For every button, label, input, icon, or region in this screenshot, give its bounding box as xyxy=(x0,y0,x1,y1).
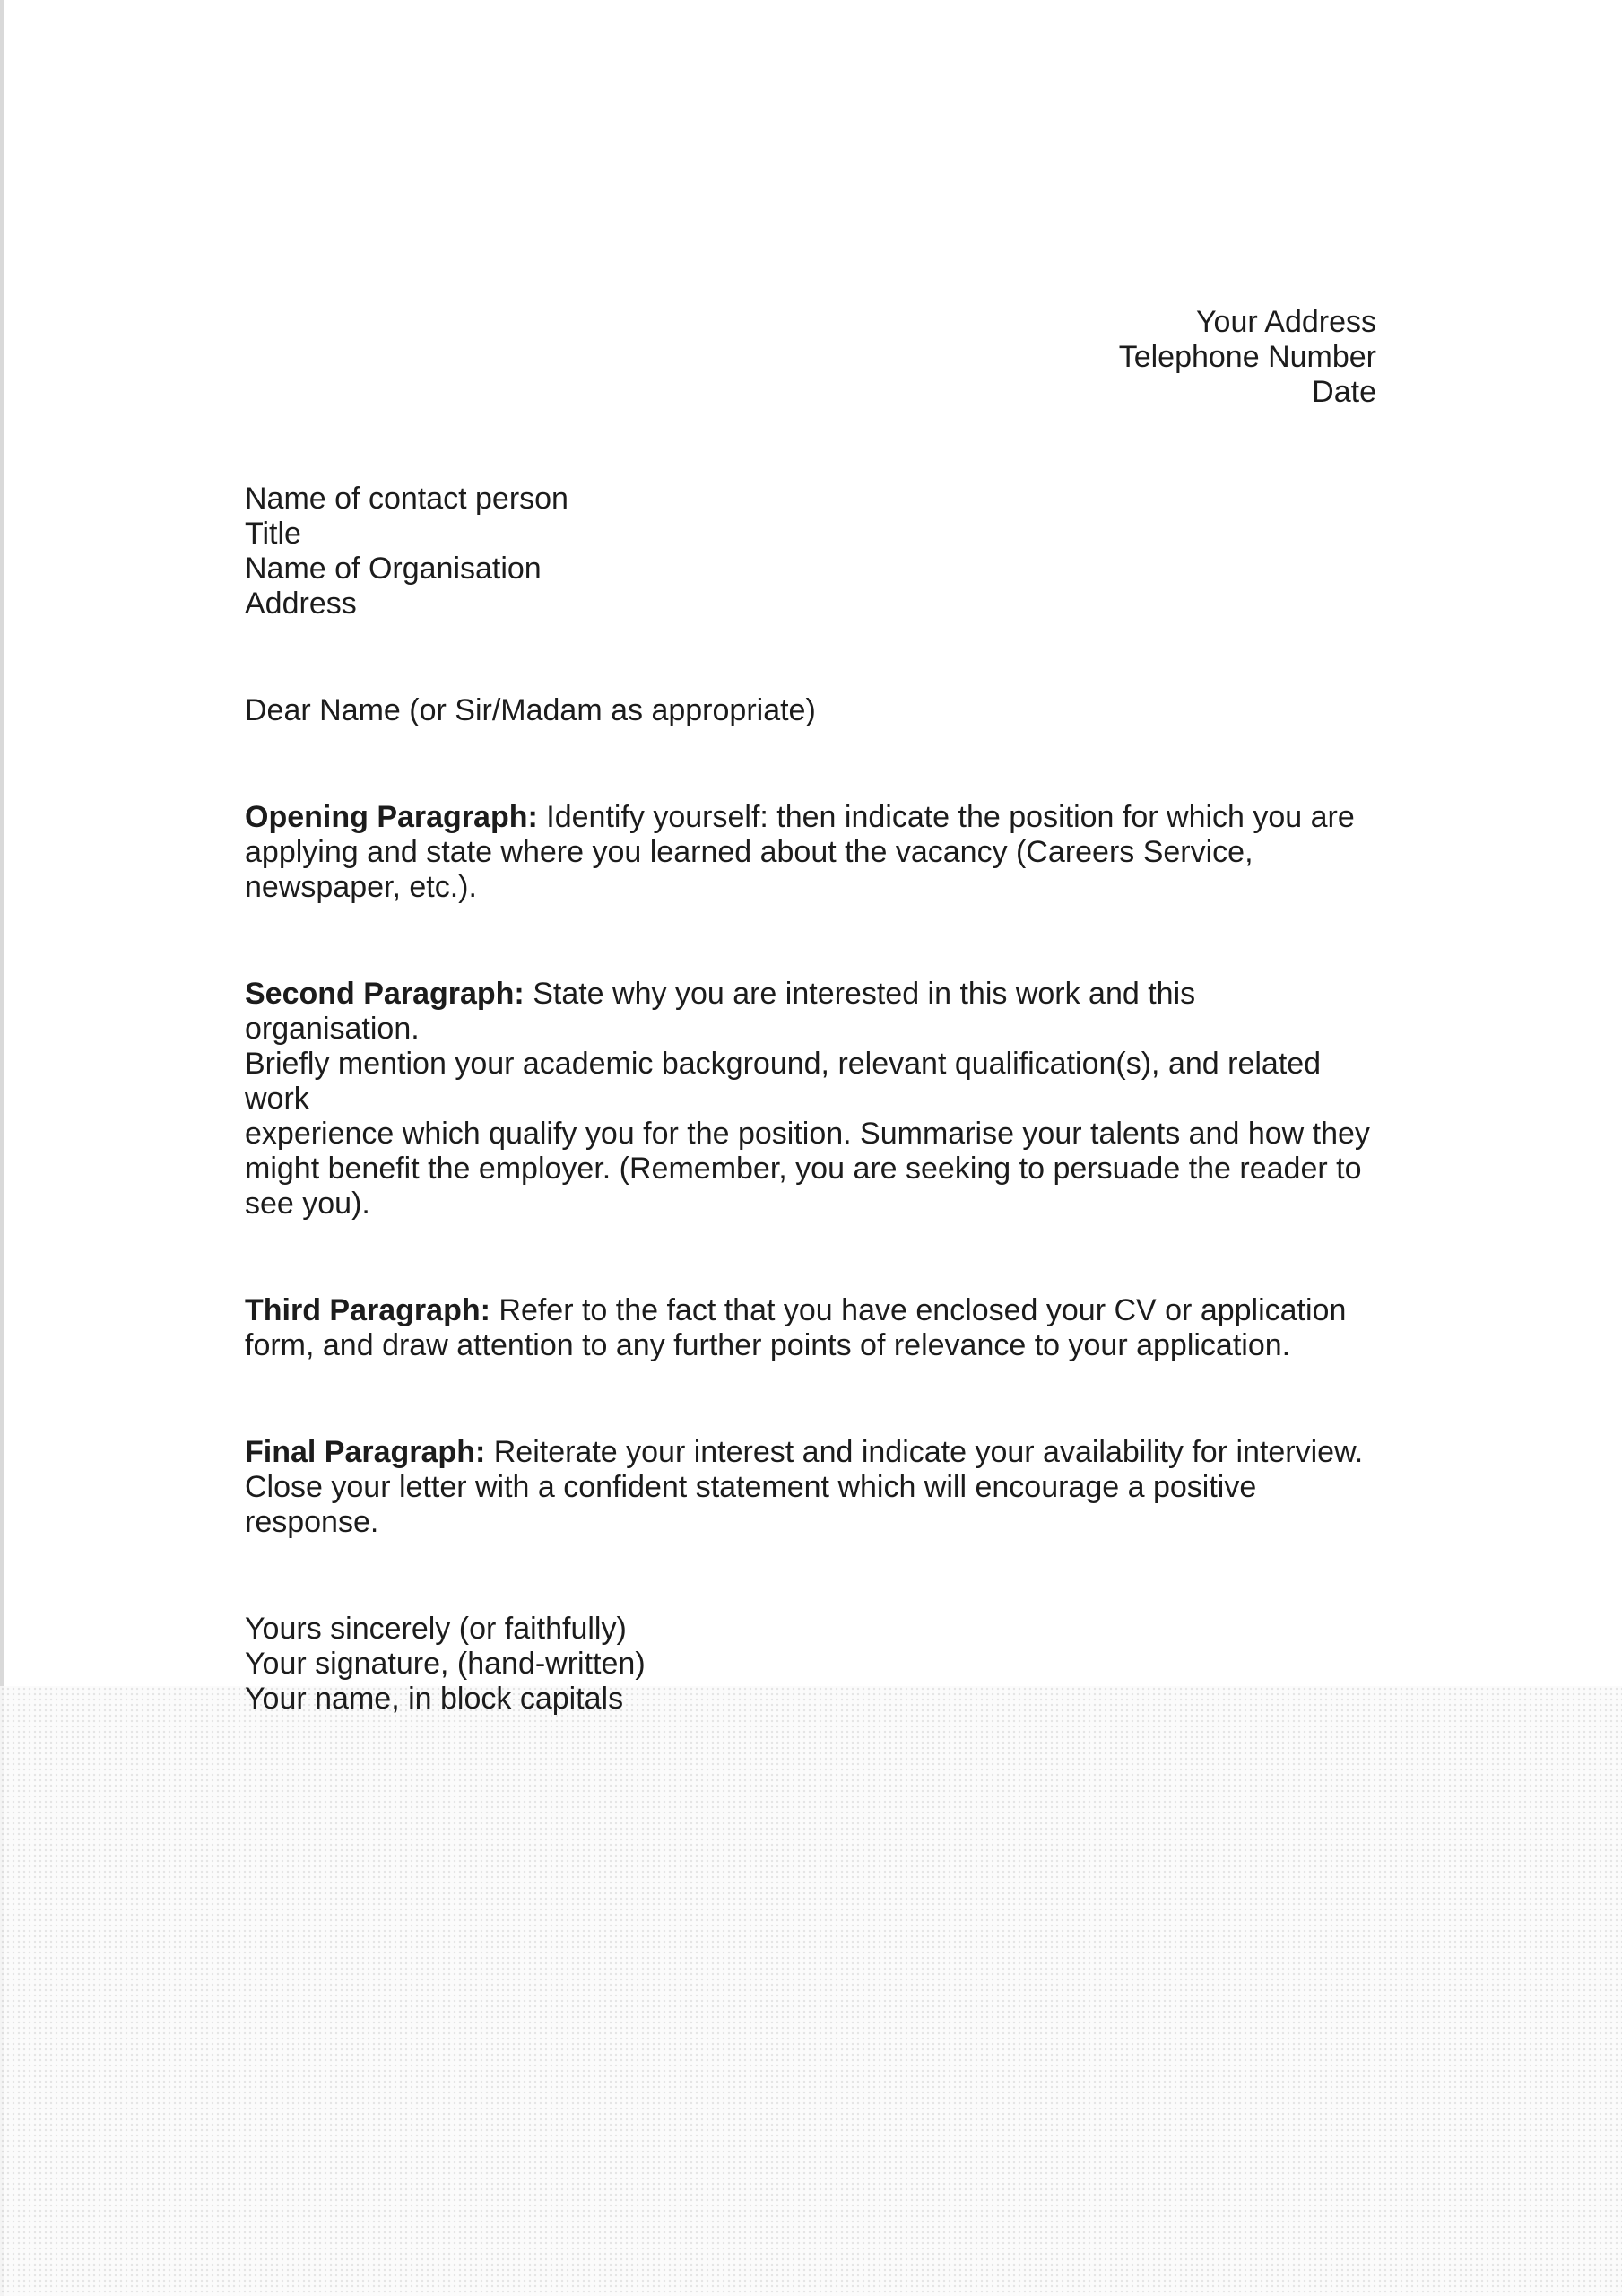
opening-paragraph xyxy=(245,800,1376,905)
third-paragraph xyxy=(245,1293,1376,1363)
sign-off: Yours sincerely (or faithfully) xyxy=(245,1612,627,1646)
sender-telephone: Telephone Number xyxy=(1118,340,1376,374)
paper-texture xyxy=(0,1686,1622,2296)
salutation-text: Dear Name (or Sir/Madam as appropriate) xyxy=(245,693,816,727)
paragraph-text: Identify yourself: then indicate the position for which you are applying and state where you learned about the vacancy (Careers Service, newspaper, etc.). xyxy=(245,800,1355,904)
recipient-block xyxy=(245,482,1376,622)
paragraph-text: Reiterate your interest and indicate your availability for interview. Close your letter with a confident statement which will encourage a positive response. xyxy=(245,1435,1364,1539)
paragraph-heading: Opening Paragraph: xyxy=(245,800,538,834)
paragraph-text: State why you are interested in this work and this organisation. Briefly mention your academic background, relevant qualification(s), and related work experience which qualify you for the position. Summarise your talents and how they might benefit the employer. (Remember, you are seeking to persuade the reader to see you). xyxy=(245,977,1370,1221)
recipient-address: Address xyxy=(245,587,357,621)
salutation xyxy=(245,693,1376,728)
sender-address: Your Address xyxy=(1196,305,1376,339)
recipient-organisation: Name of Organisation xyxy=(245,552,542,586)
signature-line: Your signature, (hand-written) xyxy=(245,1647,646,1681)
letter-date: Date xyxy=(1312,375,1376,409)
printed-name-line: Your name, in block capitals xyxy=(245,1682,624,1716)
recipient-name: Name of contact person xyxy=(245,482,568,516)
sender-block xyxy=(245,305,1376,410)
cover-letter xyxy=(245,305,1376,1717)
paragraph-heading: Second Paragraph: xyxy=(245,977,525,1011)
paragraph-text: Refer to the fact that you have enclosed your CV or application form, and draw attention to any further points of relevance to your application. xyxy=(245,1293,1347,1362)
paragraph-heading: Final Paragraph: xyxy=(245,1435,486,1469)
final-paragraph xyxy=(245,1435,1376,1540)
closing-block xyxy=(245,1612,1376,1717)
paragraph-heading: Third Paragraph: xyxy=(245,1293,490,1327)
recipient-title: Title xyxy=(245,517,301,551)
second-paragraph xyxy=(245,977,1376,1222)
